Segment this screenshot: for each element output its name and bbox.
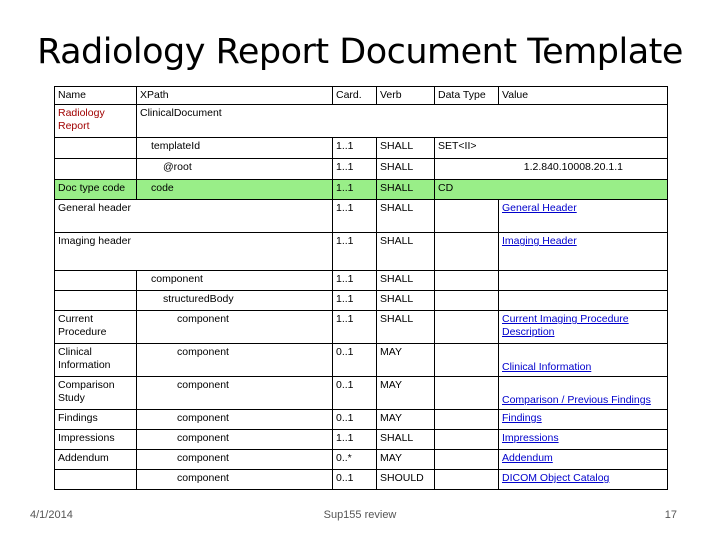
col-header-type: Data Type	[435, 87, 499, 105]
cell-xpath: @root	[137, 159, 333, 180]
table-row	[55, 410, 668, 430]
col-header-name: Name	[55, 87, 137, 105]
cell-type	[435, 271, 499, 291]
cell-type: SET<II>	[435, 138, 668, 159]
table-row	[55, 344, 668, 377]
cell-verb: SHALL	[377, 159, 435, 180]
cell-card: 1..1	[333, 291, 377, 311]
cell-xpath: component	[137, 450, 333, 470]
cell-xpath: component	[137, 410, 333, 430]
cell-card: 0..*	[333, 450, 377, 470]
cell-verb: SHALL	[377, 180, 435, 200]
cell-value-link[interactable]: Imaging Header	[499, 233, 668, 271]
cell-value-link[interactable]: General Header	[499, 200, 668, 233]
cell-card: 1..1	[333, 271, 377, 291]
cell-type	[435, 450, 499, 470]
cell-xpath: component	[137, 430, 333, 450]
cell-verb: MAY	[377, 377, 435, 410]
cell-type	[435, 344, 499, 377]
table-row	[55, 311, 668, 344]
table-row	[55, 105, 668, 138]
cell-name: Current Procedure	[55, 311, 137, 344]
cell-value-link[interactable]: Findings	[499, 410, 668, 430]
cell-name: Clinical Information	[55, 344, 137, 377]
cell-xpath: component	[137, 344, 333, 377]
cell-type	[435, 470, 499, 490]
cell-name	[55, 291, 137, 311]
cell-card: 0..1	[333, 470, 377, 490]
template-table	[54, 86, 668, 490]
cell-value-link[interactable]: Addendum	[499, 450, 668, 470]
col-header-value: Value	[499, 87, 668, 105]
cell-name: Radiology Report	[55, 105, 137, 138]
cell-xpath: component	[137, 311, 333, 344]
cell-card: 1..1	[333, 430, 377, 450]
cell-verb: MAY	[377, 344, 435, 377]
col-header-xpath: XPath	[137, 87, 333, 105]
slide-title: Radiology Report Document Template	[37, 32, 683, 72]
cell-name: General header	[55, 200, 333, 233]
cell-verb: SHALL	[377, 138, 435, 159]
table-row	[55, 271, 668, 291]
cell-value-link[interactable]: Clinical Information	[499, 344, 668, 377]
cell-verb: SHALL	[377, 291, 435, 311]
cell-xpath: component	[137, 470, 333, 490]
cell-verb: MAY	[377, 450, 435, 470]
cell-value-link[interactable]: Impressions	[499, 430, 668, 450]
cell-xpath: code	[137, 180, 333, 200]
cell-verb: MAY	[377, 410, 435, 430]
cell-name	[55, 159, 137, 180]
cell-xpath: ClinicalDocument	[137, 105, 668, 138]
cell-verb: SHALL	[377, 233, 435, 271]
cell-card: 0..1	[333, 377, 377, 410]
cell-card: 1..1	[333, 138, 377, 159]
cell-name	[55, 271, 137, 291]
cell-value-link[interactable]: Current Imaging Procedure Description	[499, 311, 668, 344]
table-row	[55, 138, 668, 159]
cell-type: CD	[435, 180, 668, 200]
table-row	[55, 470, 668, 490]
cell-verb: SHALL	[377, 430, 435, 450]
cell-name: Impressions	[55, 430, 137, 450]
cell-name: Comparison Study	[55, 377, 137, 410]
table-row	[55, 291, 668, 311]
cell-value	[499, 271, 668, 291]
cell-value-link[interactable]: Comparison / Previous Findings	[499, 377, 668, 410]
table-row	[55, 430, 668, 450]
cell-xpath: component	[137, 271, 333, 291]
cell-name: Imaging header	[55, 233, 333, 271]
cell-type	[435, 410, 499, 430]
cell-verb: SHOULD	[377, 470, 435, 490]
footer-page-number: 17	[664, 509, 677, 521]
cell-name: Addendum	[55, 450, 137, 470]
cell-name: Findings	[55, 410, 137, 430]
table-row	[55, 200, 668, 233]
col-header-card: Card.	[333, 87, 377, 105]
table-row	[55, 233, 668, 271]
cell-value	[499, 291, 668, 311]
table-row	[55, 159, 668, 180]
cell-name	[55, 138, 137, 159]
cell-verb: SHALL	[377, 200, 435, 233]
cell-type	[435, 233, 499, 271]
cell-value-link[interactable]: DICOM Object Catalog	[499, 470, 668, 490]
cell-card: 0..1	[333, 410, 377, 430]
header-row	[55, 87, 668, 105]
cell-xpath: component	[137, 377, 333, 410]
table-row	[55, 450, 668, 470]
cell-type	[435, 311, 499, 344]
footer-date: 4/1/2014	[30, 509, 73, 521]
cell-card: 1..1	[333, 233, 377, 271]
footer-center-text: Sup155 review	[323, 509, 397, 521]
cell-card: 0..1	[333, 344, 377, 377]
cell-xpath: templateId	[137, 138, 333, 159]
cell-card: 1..1	[333, 159, 377, 180]
table-row	[55, 377, 668, 410]
cell-verb: SHALL	[377, 271, 435, 291]
cell-name: Doc type code	[55, 180, 137, 200]
cell-name	[55, 470, 137, 490]
table-row-highlighted	[55, 180, 668, 200]
cell-xpath: structuredBody	[137, 291, 333, 311]
cell-verb: SHALL	[377, 311, 435, 344]
cell-type	[435, 200, 499, 233]
col-header-verb: Verb	[377, 87, 435, 105]
cell-card: 1..1	[333, 311, 377, 344]
cell-type	[435, 377, 499, 410]
cell-card: 1..1	[333, 180, 377, 200]
cell-card: 1..1	[333, 200, 377, 233]
cell-type	[435, 430, 499, 450]
cell-value: 1.2.840.10008.20.1.1	[435, 159, 668, 180]
cell-type	[435, 291, 499, 311]
